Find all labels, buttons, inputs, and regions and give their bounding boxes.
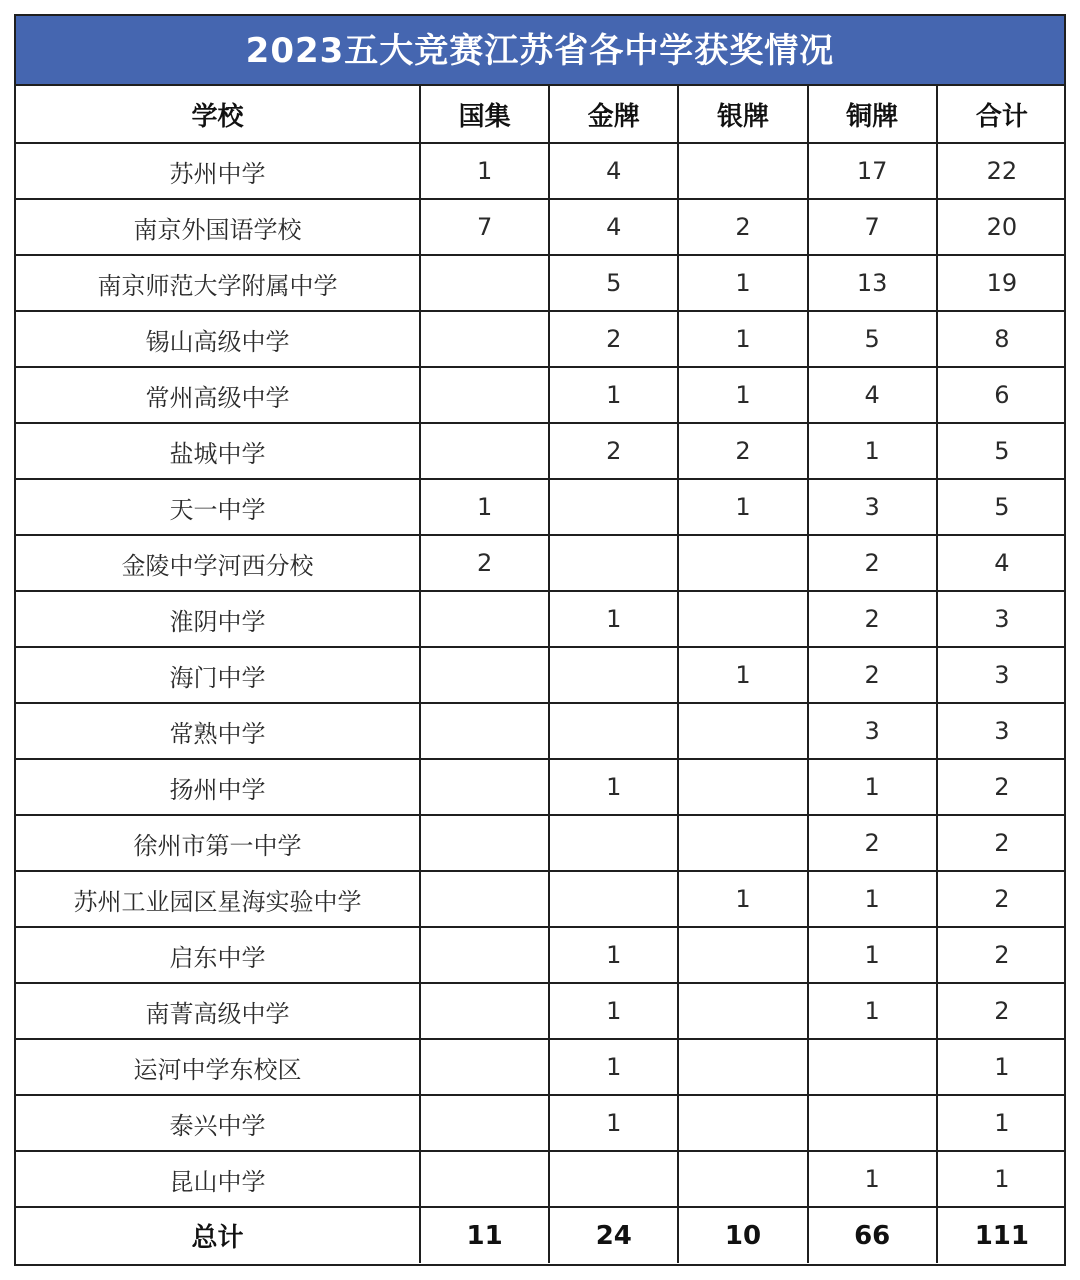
cell-silver: 1 bbox=[678, 311, 807, 367]
cell-total: 2 bbox=[937, 983, 1066, 1039]
cell-gold bbox=[549, 647, 678, 703]
cell-school: 泰兴中学 bbox=[16, 1095, 420, 1151]
column-header-total: 合计 bbox=[937, 86, 1066, 143]
cell-bronze: 2 bbox=[808, 535, 937, 591]
table-row bbox=[16, 255, 1066, 311]
cell-bronze: 3 bbox=[808, 479, 937, 535]
table-row bbox=[16, 927, 1066, 983]
cell-total: 3 bbox=[937, 703, 1066, 759]
cell-gold: 1 bbox=[549, 367, 678, 423]
cell-school: 昆山中学 bbox=[16, 1151, 420, 1207]
cell-total: 5 bbox=[937, 423, 1066, 479]
cell-silver bbox=[678, 535, 807, 591]
cell-gold: 1 bbox=[549, 1095, 678, 1151]
cell-national bbox=[420, 759, 549, 815]
cell-school: 苏州中学 bbox=[16, 143, 420, 199]
award-table-frame bbox=[14, 14, 1066, 1266]
cell-school: 运河中学东校区 bbox=[16, 1039, 420, 1095]
cell-total: 20 bbox=[937, 199, 1066, 255]
table-row bbox=[16, 535, 1066, 591]
totals-silver: 10 bbox=[678, 1207, 807, 1263]
cell-gold bbox=[549, 871, 678, 927]
cell-bronze bbox=[808, 1039, 937, 1095]
cell-bronze: 3 bbox=[808, 703, 937, 759]
cell-school: 启东中学 bbox=[16, 927, 420, 983]
header-row bbox=[16, 86, 1066, 143]
cell-silver bbox=[678, 1151, 807, 1207]
cell-silver bbox=[678, 143, 807, 199]
cell-bronze bbox=[808, 1095, 937, 1151]
cell-national bbox=[420, 927, 549, 983]
cell-bronze: 1 bbox=[808, 1151, 937, 1207]
column-header-gold: 金牌 bbox=[549, 86, 678, 143]
cell-silver: 1 bbox=[678, 255, 807, 311]
cell-bronze: 1 bbox=[808, 759, 937, 815]
cell-school: 常熟中学 bbox=[16, 703, 420, 759]
cell-national bbox=[420, 255, 549, 311]
cell-school: 天一中学 bbox=[16, 479, 420, 535]
cell-school: 金陵中学河西分校 bbox=[16, 535, 420, 591]
cell-bronze: 1 bbox=[808, 423, 937, 479]
cell-bronze: 1 bbox=[808, 871, 937, 927]
cell-gold: 2 bbox=[549, 311, 678, 367]
table-row bbox=[16, 1039, 1066, 1095]
cell-bronze: 1 bbox=[808, 927, 937, 983]
totals-bronze: 66 bbox=[808, 1207, 937, 1263]
table-title: 2023五大竞赛江苏省各中学获奖情况 bbox=[16, 16, 1064, 86]
column-header-silver: 银牌 bbox=[678, 86, 807, 143]
table-row bbox=[16, 423, 1066, 479]
cell-bronze: 5 bbox=[808, 311, 937, 367]
cell-school: 淮阴中学 bbox=[16, 591, 420, 647]
cell-national bbox=[420, 983, 549, 1039]
cell-silver bbox=[678, 927, 807, 983]
cell-national bbox=[420, 311, 549, 367]
column-header-bronze: 铜牌 bbox=[808, 86, 937, 143]
totals-total: 111 bbox=[937, 1207, 1066, 1263]
cell-national bbox=[420, 591, 549, 647]
cell-silver: 1 bbox=[678, 367, 807, 423]
cell-national bbox=[420, 871, 549, 927]
cell-national: 2 bbox=[420, 535, 549, 591]
cell-silver bbox=[678, 759, 807, 815]
table-row bbox=[16, 143, 1066, 199]
cell-silver: 1 bbox=[678, 479, 807, 535]
cell-national bbox=[420, 703, 549, 759]
cell-national bbox=[420, 815, 549, 871]
table-row bbox=[16, 1095, 1066, 1151]
table-row bbox=[16, 311, 1066, 367]
cell-school: 南京师范大学附属中学 bbox=[16, 255, 420, 311]
cell-bronze: 7 bbox=[808, 199, 937, 255]
cell-gold: 4 bbox=[549, 143, 678, 199]
cell-silver: 2 bbox=[678, 199, 807, 255]
cell-school: 苏州工业园区星海实验中学 bbox=[16, 871, 420, 927]
cell-national: 7 bbox=[420, 199, 549, 255]
cell-bronze: 4 bbox=[808, 367, 937, 423]
cell-bronze: 2 bbox=[808, 815, 937, 871]
cell-gold bbox=[549, 815, 678, 871]
cell-total: 2 bbox=[937, 927, 1066, 983]
cell-gold: 1 bbox=[549, 759, 678, 815]
cell-gold: 2 bbox=[549, 423, 678, 479]
table-row bbox=[16, 591, 1066, 647]
cell-total: 3 bbox=[937, 647, 1066, 703]
cell-silver bbox=[678, 815, 807, 871]
cell-gold bbox=[549, 535, 678, 591]
cell-total: 2 bbox=[937, 815, 1066, 871]
cell-bronze: 1 bbox=[808, 983, 937, 1039]
cell-national: 1 bbox=[420, 479, 549, 535]
table-row bbox=[16, 703, 1066, 759]
totals-row bbox=[16, 1207, 1066, 1263]
cell-gold: 5 bbox=[549, 255, 678, 311]
cell-bronze: 13 bbox=[808, 255, 937, 311]
cell-silver: 1 bbox=[678, 871, 807, 927]
table-row bbox=[16, 479, 1066, 535]
cell-silver bbox=[678, 591, 807, 647]
column-header-school: 学校 bbox=[16, 86, 420, 143]
cell-total: 3 bbox=[937, 591, 1066, 647]
table-row bbox=[16, 199, 1066, 255]
table-row bbox=[16, 815, 1066, 871]
cell-total: 1 bbox=[937, 1151, 1066, 1207]
award-table bbox=[16, 86, 1066, 1263]
cell-gold: 1 bbox=[549, 983, 678, 1039]
cell-total: 1 bbox=[937, 1095, 1066, 1151]
cell-national bbox=[420, 647, 549, 703]
totals-label: 总计 bbox=[16, 1207, 420, 1263]
cell-gold bbox=[549, 703, 678, 759]
table-row bbox=[16, 647, 1066, 703]
table-body bbox=[16, 143, 1066, 1207]
cell-silver bbox=[678, 1095, 807, 1151]
cell-school: 锡山高级中学 bbox=[16, 311, 420, 367]
cell-gold bbox=[549, 1151, 678, 1207]
cell-school: 海门中学 bbox=[16, 647, 420, 703]
cell-gold: 1 bbox=[549, 1039, 678, 1095]
table-row bbox=[16, 871, 1066, 927]
cell-national: 1 bbox=[420, 143, 549, 199]
cell-school: 常州高级中学 bbox=[16, 367, 420, 423]
cell-total: 8 bbox=[937, 311, 1066, 367]
totals-gold: 24 bbox=[549, 1207, 678, 1263]
totals-national: 11 bbox=[420, 1207, 549, 1263]
table-row bbox=[16, 1151, 1066, 1207]
cell-national bbox=[420, 1095, 549, 1151]
cell-bronze: 2 bbox=[808, 647, 937, 703]
cell-school: 南菁高级中学 bbox=[16, 983, 420, 1039]
cell-national bbox=[420, 423, 549, 479]
cell-silver: 1 bbox=[678, 647, 807, 703]
cell-total: 1 bbox=[937, 1039, 1066, 1095]
table-row bbox=[16, 983, 1066, 1039]
cell-total: 6 bbox=[937, 367, 1066, 423]
table-row bbox=[16, 759, 1066, 815]
cell-school: 徐州市第一中学 bbox=[16, 815, 420, 871]
cell-school: 扬州中学 bbox=[16, 759, 420, 815]
cell-total: 22 bbox=[937, 143, 1066, 199]
cell-national bbox=[420, 367, 549, 423]
cell-gold bbox=[549, 479, 678, 535]
cell-bronze: 17 bbox=[808, 143, 937, 199]
cell-total: 19 bbox=[937, 255, 1066, 311]
cell-silver bbox=[678, 703, 807, 759]
cell-silver: 2 bbox=[678, 423, 807, 479]
cell-total: 5 bbox=[937, 479, 1066, 535]
cell-total: 4 bbox=[937, 535, 1066, 591]
cell-silver bbox=[678, 1039, 807, 1095]
cell-gold: 1 bbox=[549, 927, 678, 983]
cell-school: 南京外国语学校 bbox=[16, 199, 420, 255]
cell-total: 2 bbox=[937, 871, 1066, 927]
cell-national bbox=[420, 1151, 549, 1207]
cell-gold: 1 bbox=[549, 591, 678, 647]
cell-school: 盐城中学 bbox=[16, 423, 420, 479]
cell-total: 2 bbox=[937, 759, 1066, 815]
cell-gold: 4 bbox=[549, 199, 678, 255]
cell-bronze: 2 bbox=[808, 591, 937, 647]
column-header-national: 国集 bbox=[420, 86, 549, 143]
cell-silver bbox=[678, 983, 807, 1039]
table-row bbox=[16, 367, 1066, 423]
cell-national bbox=[420, 1039, 549, 1095]
